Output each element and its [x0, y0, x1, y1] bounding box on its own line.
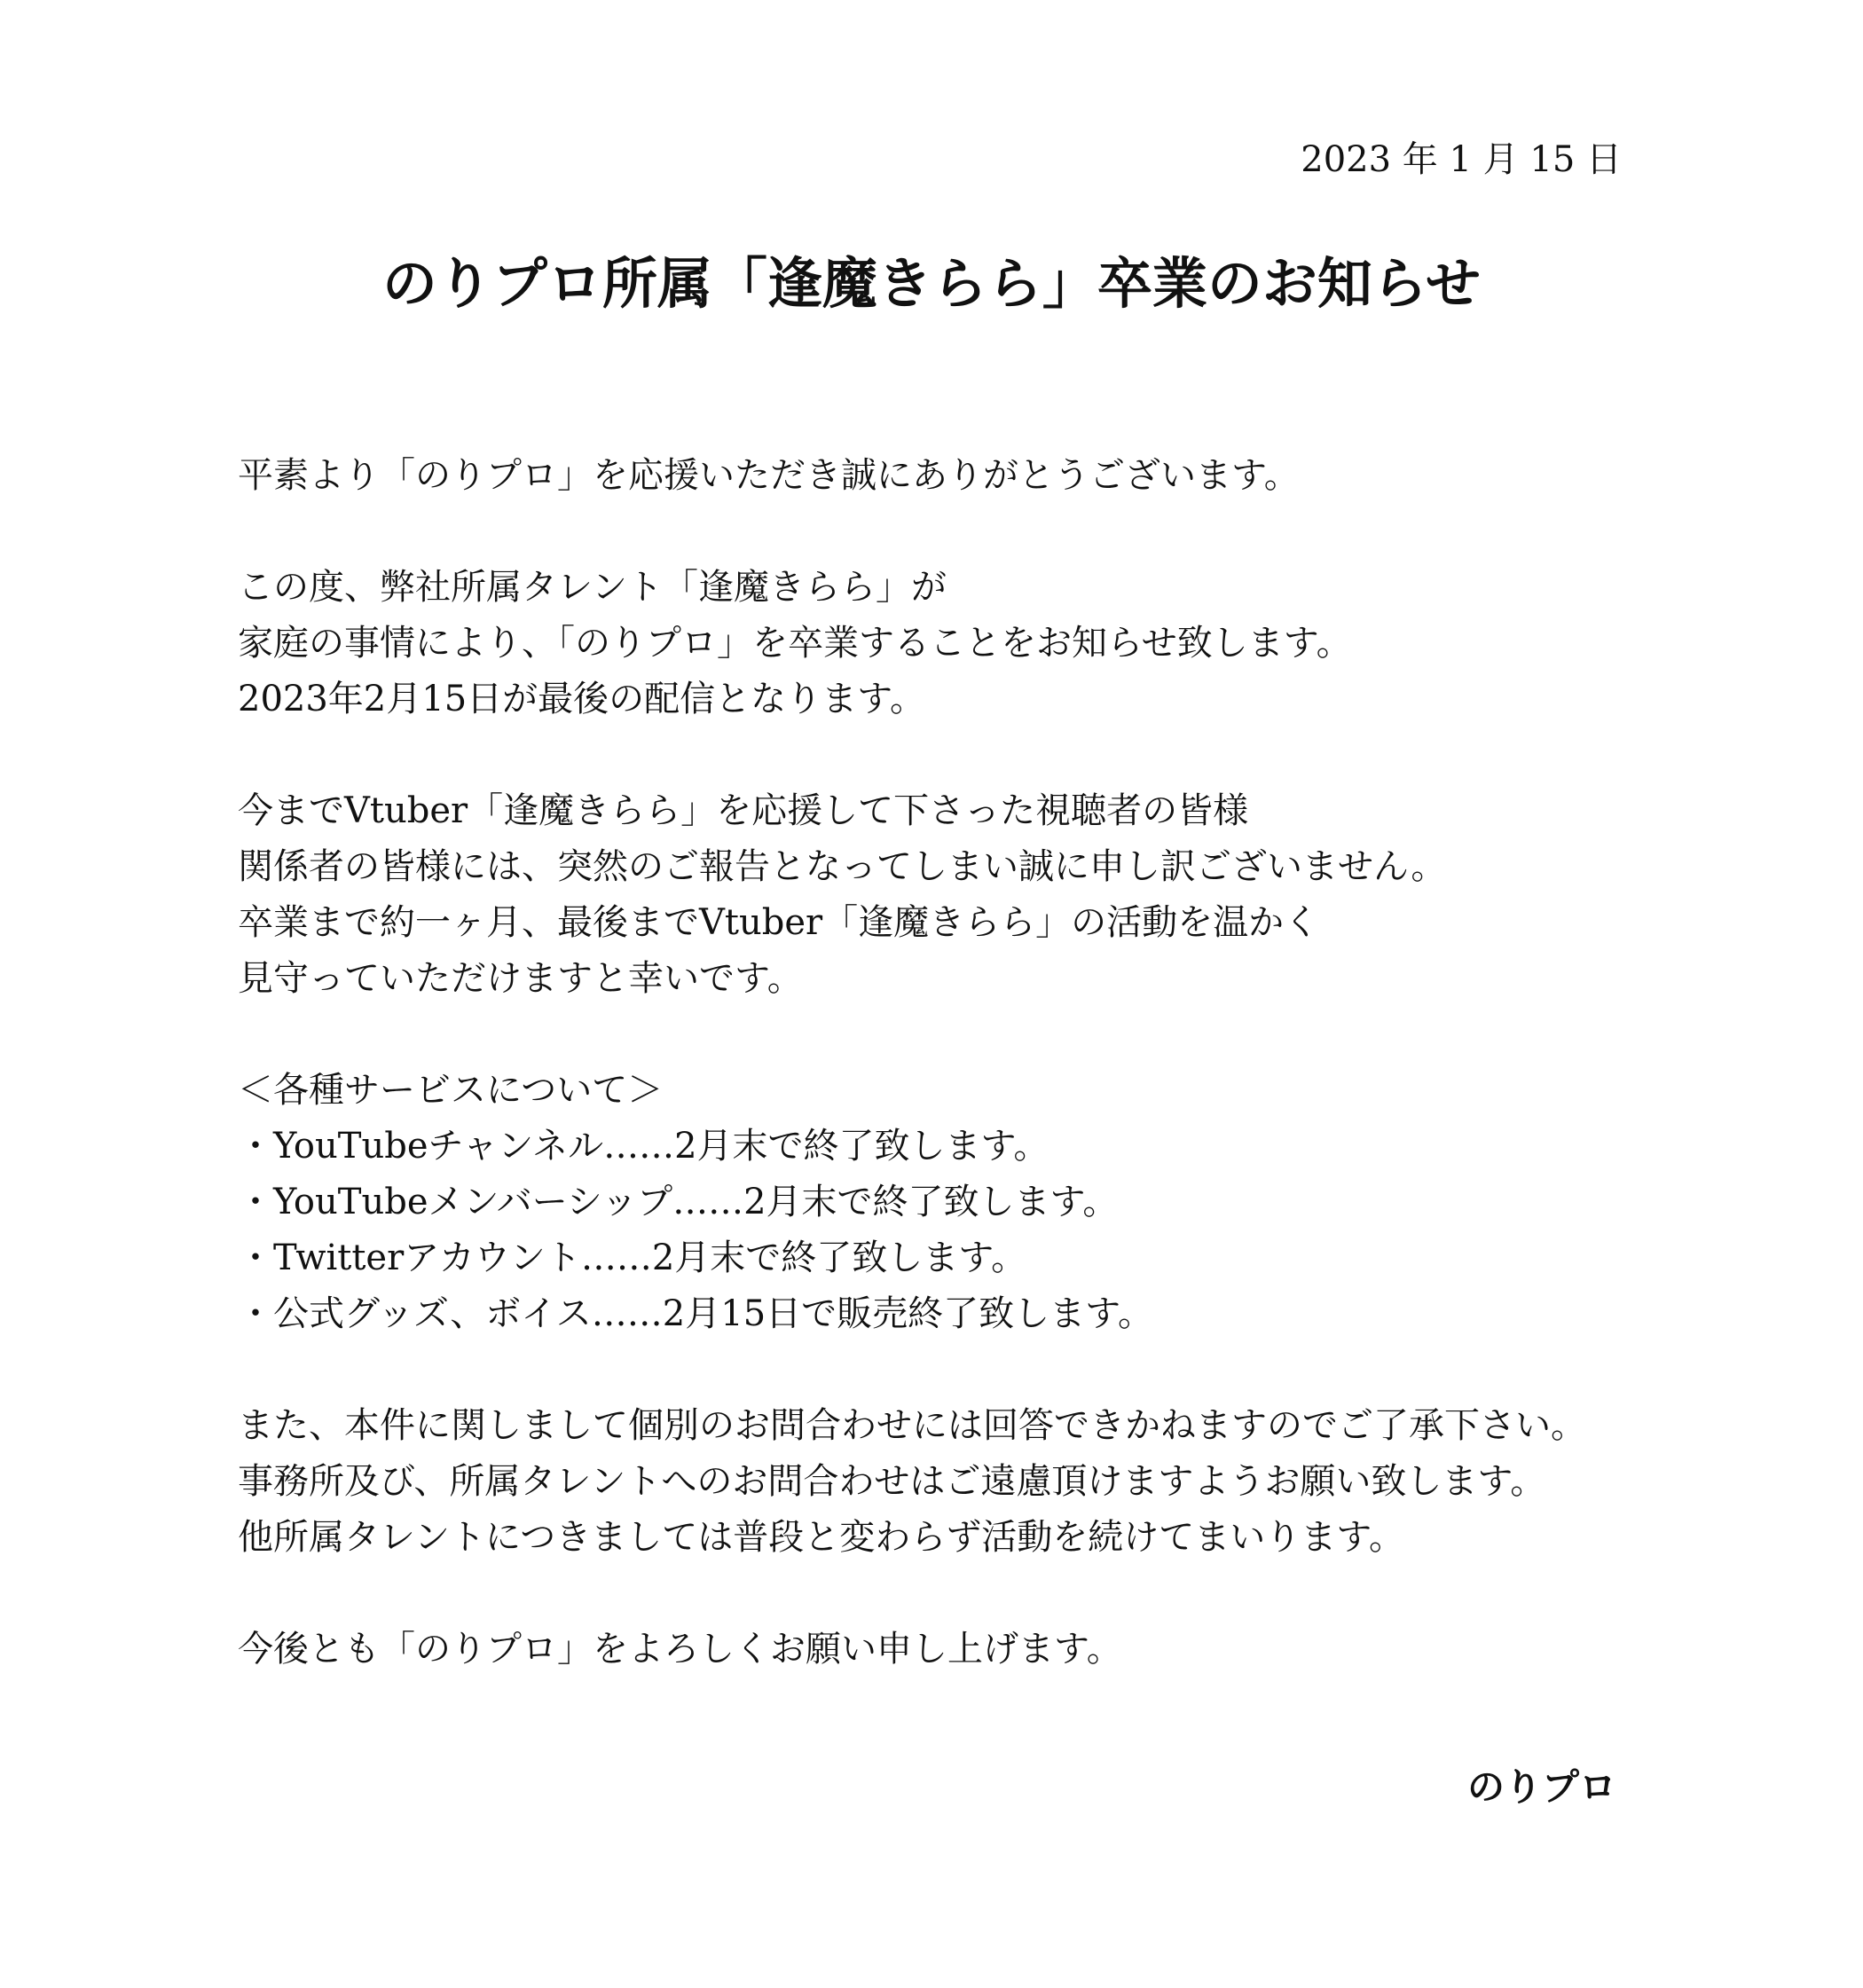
services-section — [238, 1063, 1657, 1342]
apology-paragraph — [238, 783, 1657, 1007]
notice-date: 2023 年 1 月 15 日 — [1301, 139, 1622, 180]
inquiry-line: また、本件に関しまして個別のお問合わせには回答できかねますのでご了承下さい。 — [238, 1405, 1586, 1446]
announcement-line: 家庭の事情により、「のりプロ」を卒業することをお知らせ致します。 — [238, 623, 1352, 664]
closing-line: 今後とも「のりプロ」をよろしくお願い申し上げます。 — [238, 1629, 1122, 1670]
inquiries-paragraph — [238, 1398, 1657, 1566]
inquiry-line: 事務所及び、所属タレントへのお問合わせはご遠慮頂けますようお願い致します。 — [238, 1461, 1546, 1502]
service-item: ・Twitterアカウント……2月末で終了致します。 — [238, 1238, 1027, 1278]
services-heading: ＜各種サービスについて＞ — [238, 1070, 664, 1111]
notice-title: のりプロ所属「逢魔きらら」卒業のお知らせ — [381, 251, 1482, 316]
service-item: ・YouTubeメンバーシップ……2月末で終了致します。 — [238, 1182, 1119, 1222]
announcement-line: この度、弊社所属タレント「逢魔きらら」が — [238, 567, 947, 608]
service-item: ・YouTubeチャンネル……2月末で終了致します。 — [238, 1126, 1049, 1167]
notice-body — [238, 448, 1657, 1733]
signature: のりプロ — [1466, 1765, 1616, 1809]
apology-line: 関係者の皆様には、突然のご報告となってしまい誠に申し訳ございません。 — [238, 846, 1447, 887]
greeting-paragraph — [238, 448, 1657, 504]
apology-line: 卒業まで約一ヶ月、最後までVtuber「逢魔きらら」の活動を温かく — [238, 902, 1320, 943]
apology-line: 見守っていただけますと幸いです。 — [238, 958, 803, 999]
inquiry-line: 他所属タレントにつきましては普段と変わらず活動を続けてまいります。 — [238, 1517, 1404, 1558]
announcement-line: 2023年2月15日が最後の配信となります。 — [238, 679, 925, 719]
announcement-paragraph — [238, 560, 1657, 727]
service-item: ・公式グッズ、ボイス……2月15日で販売終了致します。 — [238, 1293, 1153, 1334]
closing-paragraph — [238, 1622, 1657, 1678]
apology-line: 今までVtuber「逢魔きらら」を応援して下さった視聴者の皆様 — [238, 790, 1249, 831]
greeting-line: 平素より「のりプロ」を応援いただき誠にありがとうございます。 — [238, 455, 1300, 496]
